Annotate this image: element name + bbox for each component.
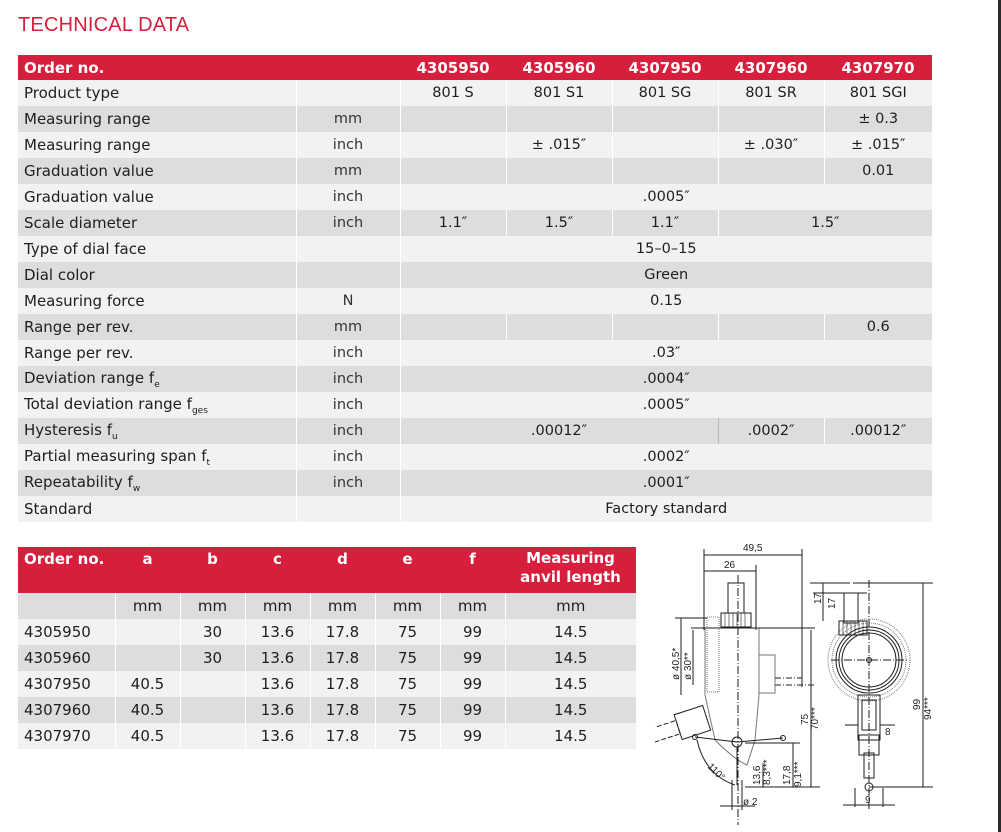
cell: 17.8 [310,723,375,749]
cell [115,619,180,645]
order-number: 4305950 [18,619,115,645]
row-label [18,444,296,470]
dim-9-1: 9,1*** [793,761,804,787]
row-label-subscript: t [206,457,211,468]
cell: 1.1″ [400,210,506,236]
cell [612,106,718,132]
header-dim-d: d [310,547,375,593]
dimension-drawing [655,535,995,832]
cell [400,132,506,158]
row-unit: mm [296,314,400,340]
header-dim-c: c [245,547,310,593]
dim-17-8: 17,8 [782,765,793,785]
cell-merged: .03″ [400,340,932,366]
cell-merged: 0.15 [400,288,932,314]
row-label [18,418,296,444]
cell: 14.5 [505,645,636,671]
dim-angle-110: 110° [704,761,727,784]
unit-cell: mm [505,593,636,619]
row-label-text: Hysteresis f [24,420,112,439]
cell-merged: .0001″ [400,470,932,496]
row-label-text: Partial measuring span f [24,446,207,465]
cell: 30 [180,645,245,671]
cell-merged: 15–0–15 [400,236,932,262]
cell: 0.01 [824,158,932,184]
technical-data-table [18,55,932,522]
dim-13-6: 13,6 [752,765,763,785]
row-label [18,470,296,496]
cell: 1.5″ [506,210,612,236]
cell: 40.5 [115,723,180,749]
cell: 14.5 [505,619,636,645]
table-row [18,496,932,522]
dim-70: 70*** [810,707,821,730]
header-order-number: 4307960 [718,55,824,80]
cell [180,723,245,749]
page-title: TECHNICAL DATA [18,14,190,36]
cell: 75 [375,723,440,749]
row-unit: inch [296,210,400,236]
header-order-number: 4305960 [506,55,612,80]
dim-17: 17 [813,592,824,604]
cell: 17.8 [310,671,375,697]
table-row [18,340,932,366]
table-row [18,392,932,418]
row-label [18,392,296,418]
cell-merged: 1.5″ [718,210,932,236]
header-dim-e: e [375,547,440,593]
cell: 17.8 [310,697,375,723]
cell: 1.1″ [612,210,718,236]
cell: 99 [440,619,505,645]
row-label: Measuring range [18,132,296,158]
cell-merged: .0002″ [400,444,932,470]
header-order-no: Order no. [18,55,296,80]
row-label-subscript: u [112,431,118,442]
cell: ± .015″ [824,132,932,158]
cell [115,645,180,671]
row-label-subscript: w [132,483,141,494]
row-label: Graduation value [18,184,296,210]
row-unit: inch [296,340,400,366]
row-label-text: Total deviation range f [24,394,192,413]
table-row [18,80,932,106]
cell [718,158,824,184]
row-unit: inch [296,366,400,392]
row-unit: inch [296,470,400,496]
table-row [18,671,636,697]
table-row [18,314,932,340]
cell [506,158,612,184]
cell: 17.8 [310,645,375,671]
table-row [18,619,636,645]
cell: 13.6 [245,619,310,645]
cell [180,671,245,697]
cell [612,158,718,184]
row-unit [296,262,400,288]
dim-94: 94*** [923,697,934,720]
cell: 14.5 [505,697,636,723]
row-unit [296,236,400,262]
row-label-subscript: e [154,379,160,390]
header-dim-f: f [440,547,505,593]
unit-cell [18,593,115,619]
row-unit [296,80,400,106]
header-order-no: Order no. [18,547,115,593]
order-number: 4305960 [18,645,115,671]
row-unit [296,496,400,522]
row-label: Measuring force [18,288,296,314]
table-row [18,158,932,184]
unit-cell: mm [115,593,180,619]
cell: 75 [375,645,440,671]
cell: 40.5 [115,671,180,697]
unit-cell: mm [375,593,440,619]
cell: 14.5 [505,723,636,749]
row-label: Dial color [18,262,296,288]
row-unit: mm [296,158,400,184]
cell-merged: Green [400,262,932,288]
cell: 17.8 [310,619,375,645]
cell: 801 SG [612,80,718,106]
table-row [18,723,636,749]
order-number: 4307960 [18,697,115,723]
table-row [18,288,932,314]
cell: 13.6 [245,645,310,671]
order-number: 4307950 [18,671,115,697]
row-unit: inch [296,444,400,470]
cell: 801 S [400,80,506,106]
unit-cell: mm [440,593,505,619]
units-row [18,593,636,619]
cell-merged: .0004″ [400,366,932,392]
cell [506,106,612,132]
table-row [18,645,636,671]
table-row [18,236,932,262]
row-label-text: Deviation range f [24,368,155,387]
cell: ± .030″ [718,132,824,158]
cell: 75 [375,671,440,697]
table-header-row [18,55,932,80]
table-header-row [18,547,636,593]
cell: 30 [180,619,245,645]
dim-tip-dia: ø 2 [743,797,758,808]
dim-26: 26 [724,560,736,571]
dim-99: 99 [912,698,923,710]
cell-merged: .00012″ [400,418,718,444]
cell [400,106,506,132]
cell: 801 SGI [824,80,932,106]
row-label: Standard [18,496,296,522]
cell: 13.6 [245,723,310,749]
table-row [18,418,932,444]
cell [180,697,245,723]
cell: 801 SR [718,80,824,106]
cell: 14.5 [505,671,636,697]
row-label: Type of dial face [18,236,296,262]
cell: 13.6 [245,671,310,697]
cell-merged: .0005″ [400,184,932,210]
row-unit: N [296,288,400,314]
table-row [18,132,932,158]
dimensions-table [18,547,636,749]
table-row [18,697,636,723]
cell: 75 [375,619,440,645]
cell: .0002″ [718,418,824,444]
cell: 99 [440,645,505,671]
cell: 13.6 [245,697,310,723]
row-label: Measuring range [18,106,296,132]
table-row [18,262,932,288]
dim-17-front: 17 [827,597,838,609]
row-unit: mm [296,106,400,132]
dim-dia-30: ø 30** [683,652,694,680]
cell [718,106,824,132]
cell-merged: .0005″ [400,392,932,418]
cell: 75 [375,697,440,723]
header-order-number: 4307970 [824,55,932,80]
dim-dia-40-5: ø 40,5* [671,647,682,680]
unit-cell: mm [245,593,310,619]
cell: 99 [440,671,505,697]
row-label-text: Repeatability f [24,472,133,491]
row-label: Graduation value [18,158,296,184]
cell [612,314,718,340]
header-order-number: 4307950 [612,55,718,80]
cell: 801 S1 [506,80,612,106]
row-label-subscript: ges [191,405,208,416]
table-row [18,210,932,236]
cell: 99 [440,697,505,723]
dim-8-3: 8,3*** [762,759,773,785]
cell: ± 0.3 [824,106,932,132]
unit-cell: mm [310,593,375,619]
table-row [18,366,932,392]
table-row [18,184,932,210]
cell: 99 [440,723,505,749]
row-label: Range per rev. [18,340,296,366]
row-label [18,366,296,392]
cell [400,158,506,184]
header-dim-a: a [115,547,180,593]
cell [506,314,612,340]
row-label: Range per rev. [18,314,296,340]
dim-49-5: 49,5 [743,543,763,554]
table-row [18,470,932,496]
row-label: Product type [18,80,296,106]
table-row [18,106,932,132]
cell [718,314,824,340]
cell [612,132,718,158]
dim-9: 9 [865,795,871,806]
row-unit: inch [296,132,400,158]
table-row [18,444,932,470]
dim-75: 75 [800,713,811,725]
cell: 0.6 [824,314,932,340]
row-label: Scale diameter [18,210,296,236]
order-number: 4307970 [18,723,115,749]
cell: 40.5 [115,697,180,723]
header-order-number: 4305950 [400,55,506,80]
header-unit [296,55,400,80]
row-unit: inch [296,184,400,210]
row-unit: inch [296,392,400,418]
header-anvil-length: Measuring anvil length [505,547,636,593]
cell: ± .015″ [506,132,612,158]
cell [400,314,506,340]
unit-cell: mm [180,593,245,619]
row-unit: inch [296,418,400,444]
header-dim-b: b [180,547,245,593]
dim-8: 8 [885,727,891,738]
cell: .00012″ [824,418,932,444]
cell-merged: Factory standard [400,496,932,522]
